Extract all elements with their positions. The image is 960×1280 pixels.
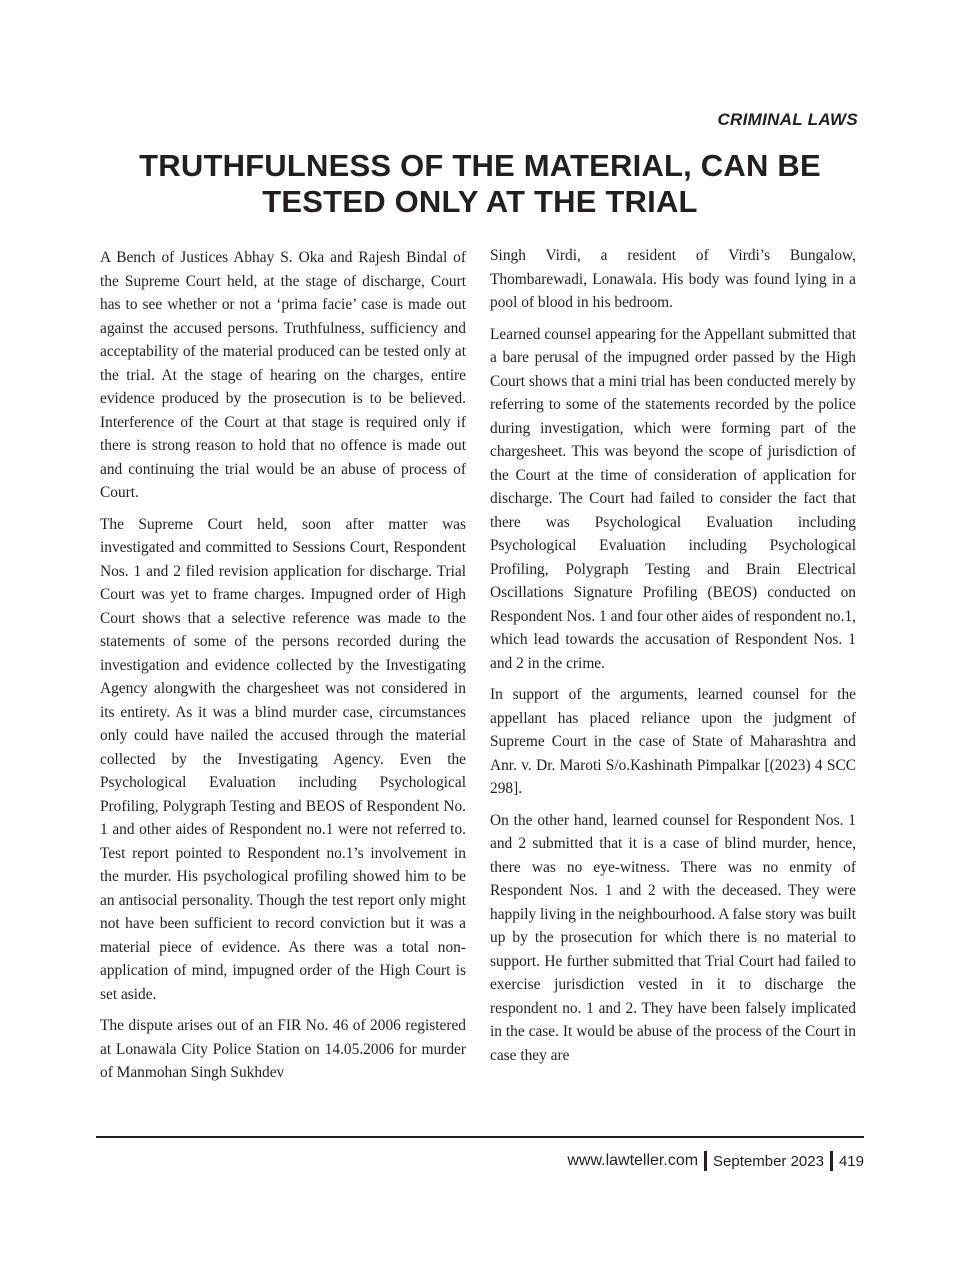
- paragraph: Learned counsel appearing for the Appellant submitted that a bare perusal of the impugned order passed by the High Court shows that a mini trial has been conducted merely by referring to some of the statements recorded by the police during investigation, which were forming part of the chargesheet. This was beyond the scope of jurisdiction of the Court at the time of consideration of application for discharge. The Court had failed to consider the fact that there was Psychological Evaluation including Psychological Evaluation including Psychological Profiling, Polygraph Testing and Brain Electrical Oscillations Signature Profiling (BEOS) conducted on Respondent Nos. 1 and four other aides of respondent no.1, which lead towards the accusation of Respondent Nos. 1 and 2 in the crime.: [490, 325, 856, 672]
- paragraph: Singh Virdi, a resident of Virdi’s Bungalow, Thombarewadi, Lonawala. His body was found lying in a pool of blood in his bedroom.: [490, 247, 856, 311]
- paragraph: On the other hand, learned counsel for Respondent Nos. 1 and 2 submitted that it is a case of blind murder, hence, there was no eye-witness. There was no enmity of Respondent Nos. 1 and 2 with the deceased. They were happily living in the neighbourhood. A false story was built up by the prosecution for which there is no material to support. He further submitted that Trial Court had failed to exercise jurisdiction vested in it to discharge the respondent no. 1 and 2. They have been falsely implicated in the case. It would be abuse of the process of the Court in case they are: [490, 811, 856, 1064]
- footer-separator: [704, 1151, 707, 1171]
- page-footer: [567, 1151, 864, 1171]
- footer-separator: [830, 1151, 833, 1171]
- paragraph: In support of the arguments, learned counsel for the appellant has placed reliance upon the judgment of Supreme Court in the case of State of Maharashtra and Anr. v. Dr. Maroti S/o.Kashinath Pimpalkar [(2023) 4 SCC 298].: [490, 686, 856, 797]
- right-column: [490, 244, 856, 1075]
- article-title-line-2: TESTED ONLY AT THE TRIAL: [262, 184, 698, 219]
- website-link[interactable]: www.lawteller.com: [567, 1152, 699, 1169]
- paragraph: A Bench of Justices Abhay S. Oka and Rajesh Bindal of the Supreme Court held, at the stage of discharge, Court has to see whether or not a ‘prima facie’ case is made out against the accused persons. Truthfulness, sufficiency and acceptability of the material produced can be tested only at the trial. At the stage of hearing on the charges, entire evidence produced by the prosecution is to be believed. Interference of the Court at that stage is required only if there is strong reason to hold that no offence is made out and continuing the trial would be an abuse of process of Court.: [100, 249, 466, 501]
- left-column: [100, 246, 466, 1093]
- page-number: 419: [838, 1152, 864, 1170]
- issue-date: September 2023: [713, 1152, 824, 1170]
- footer-rule: [96, 1136, 864, 1138]
- section-label: CRIMINAL LAWS: [717, 110, 858, 129]
- article-title: [100, 148, 860, 220]
- article-title-line-1: TRUTHFULNESS OF THE MATERIAL, CAN BE: [139, 148, 821, 183]
- paragraph: The Supreme Court held, soon after matter was investigated and committed to Sessions Court, Respondent Nos. 1 and 2 filed revision application for discharge. Trial Court was yet to frame charges. Impugned order of High Court shows that a selective reference was made to the statements of some of the persons recorded during the investigation and evidence collected by the Investigating Agency alongwith the chargesheet was not considered in its entirety. As it was a blind murder case, circumstances only could have nailed the accused through the material collected by the Investigating Agency. Even the Psychological Evaluation including Psychological Profiling, Polygraph Testing and BEOS of Respondent No. 1 and other aides of Respondent no.1 were not referred to. Test report pointed to Respondent no.1’s involvement in the murder. His psychological profiling showed him to be an antisocial personality. Though the test report only might not have been sufficient to record conviction but it was a material piece of evidence. As there was a total non-application of mind, impugned order of the High Court is set aside.: [100, 515, 466, 1003]
- paragraph: The dispute arises out of an FIR No. 46 of 2006 registered at Lonawala City Police Station on 14.05.2006 for murder of Manmohan Singh Sukhdev: [100, 1017, 466, 1081]
